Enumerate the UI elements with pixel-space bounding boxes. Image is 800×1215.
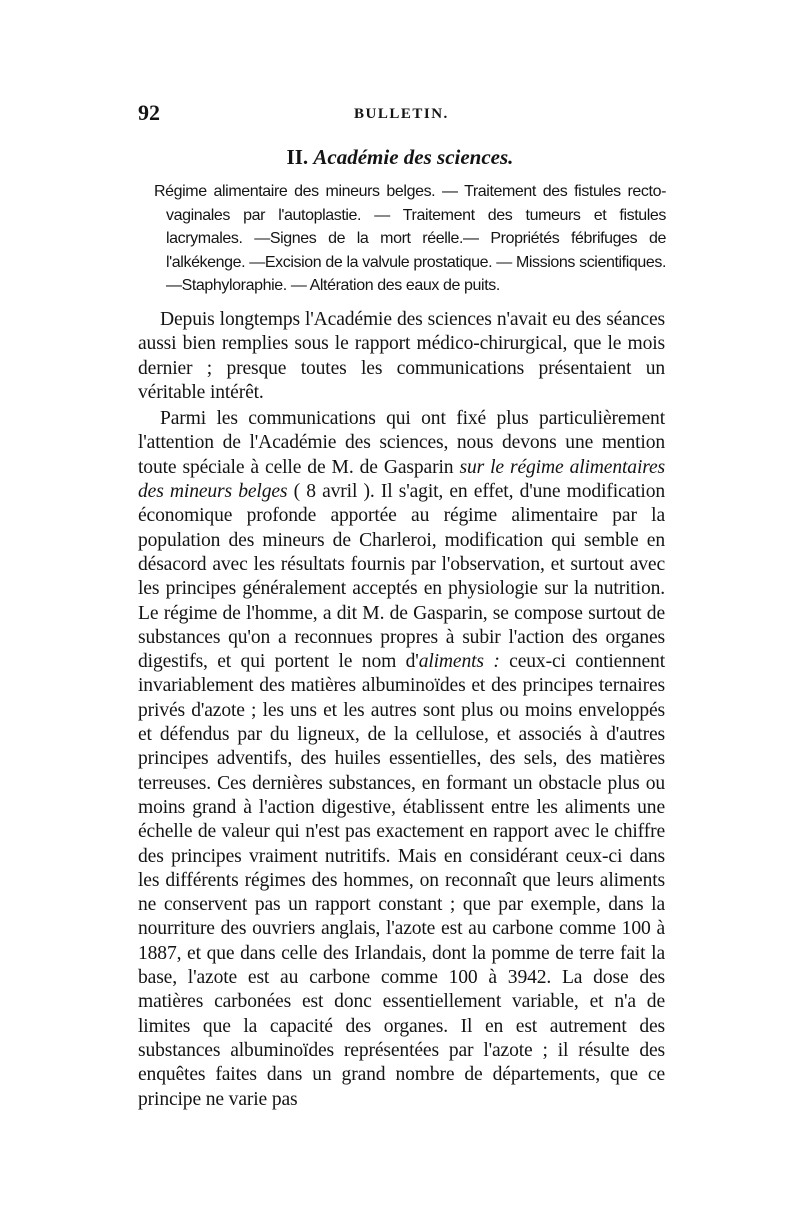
paragraph-2-text-a: Parmi les communications qui ont fixé plus particulièrement l'attention de l'Académie des sciences, nous devons une mention toute spéciale à celle de M. de Gasparin	[138, 408, 665, 478]
section-summary: Régime alimentaire des mineurs belges. — Traitement des fistules recto-vaginales par l'autoplastie. — Traitement des tumeurs et fistules lacrymales. —Signes de la mort réelle.— Propriétés fébrifuges de l'alkékenge. —Excision de la valvule prostatique. — Missions scientifiques. —Staphyloraphie. — Altération des eaux de puits.	[154, 183, 666, 294]
running-header	[138, 98, 663, 128]
running-title: BULLETIN.	[354, 106, 449, 122]
article-body	[138, 308, 665, 1112]
paragraph-1: Depuis longtemps l'Académie des sciences n'avait eu des séances aussi bien remplies sous le rapport médico-chirurgical, que le mois dernier ; presque toutes les communications présentaient un véritable intérêt.	[138, 309, 665, 403]
paragraph-2-text-e: ceux-ci contiennent invariablement des matières albuminoïdes et des principes ternaires privés d'azote ; les uns et les autres sont plus ou moins enveloppés et défendus par du ligneux, de la cellulose, et associés à d'autres principes adventifs, des huiles essentielles, des sels, des matières terreuses. Ces dernières substances, en formant un obstacle plus ou moins grand à l'action digestive, établissent entre les aliments une échelle de valeur qui n'est pas exactement en rapport avec le chiffre des principes vraiment nutritifs. Mais en considérant ceux-ci dans les différents régimes des hommes, on reconnaît que leurs aliments ne conservent pas un rapport constant ; que par exemple, dans la nourriture des ouvriers anglais, l'azote est au carbone comme 100 à 1887, et que dans celle des Irlandais, dont la pomme de terre fait la base, l'azote est au carbone comme 100 à 3942. La dose des matières carbonées est donc essentiellement variable, et n'a de limites que la capacité des organes. Il en est autrement des substances albuminoïdes représentées par l'azote ; il résulte des enquêtes faites dans un grand nombre de départements, que ce principe ne varie pas	[138, 651, 665, 1110]
page-number: 92	[138, 100, 160, 125]
section-title: Académie des sciences.	[313, 145, 514, 169]
paragraph-2-text-c: ( 8 avril ). Il s'agit, en effet, d'une modification économique profonde apportée au régime alimentaire par la population des mineurs de Charleroi, modification qui semble en désacord avec les résultats fournis par l'observation, et surtout avec les principes généralement acceptés en physiologie sur la nutrition. Le régime de l'homme, a dit M. de Gasparin, se compose surtout de substances qu'on a reconnues propres à subir l'action des organes digestifs, et qui portent le nom d'	[138, 481, 666, 673]
paragraph-2-italic-term: aliments :	[418, 651, 500, 673]
section-number: II.	[286, 145, 309, 169]
section-heading	[0, 142, 800, 172]
paragraph-2	[138, 407, 665, 1112]
paragraph-2-italic-title: sur le régime alimentaires des mineurs belges	[138, 456, 666, 503]
